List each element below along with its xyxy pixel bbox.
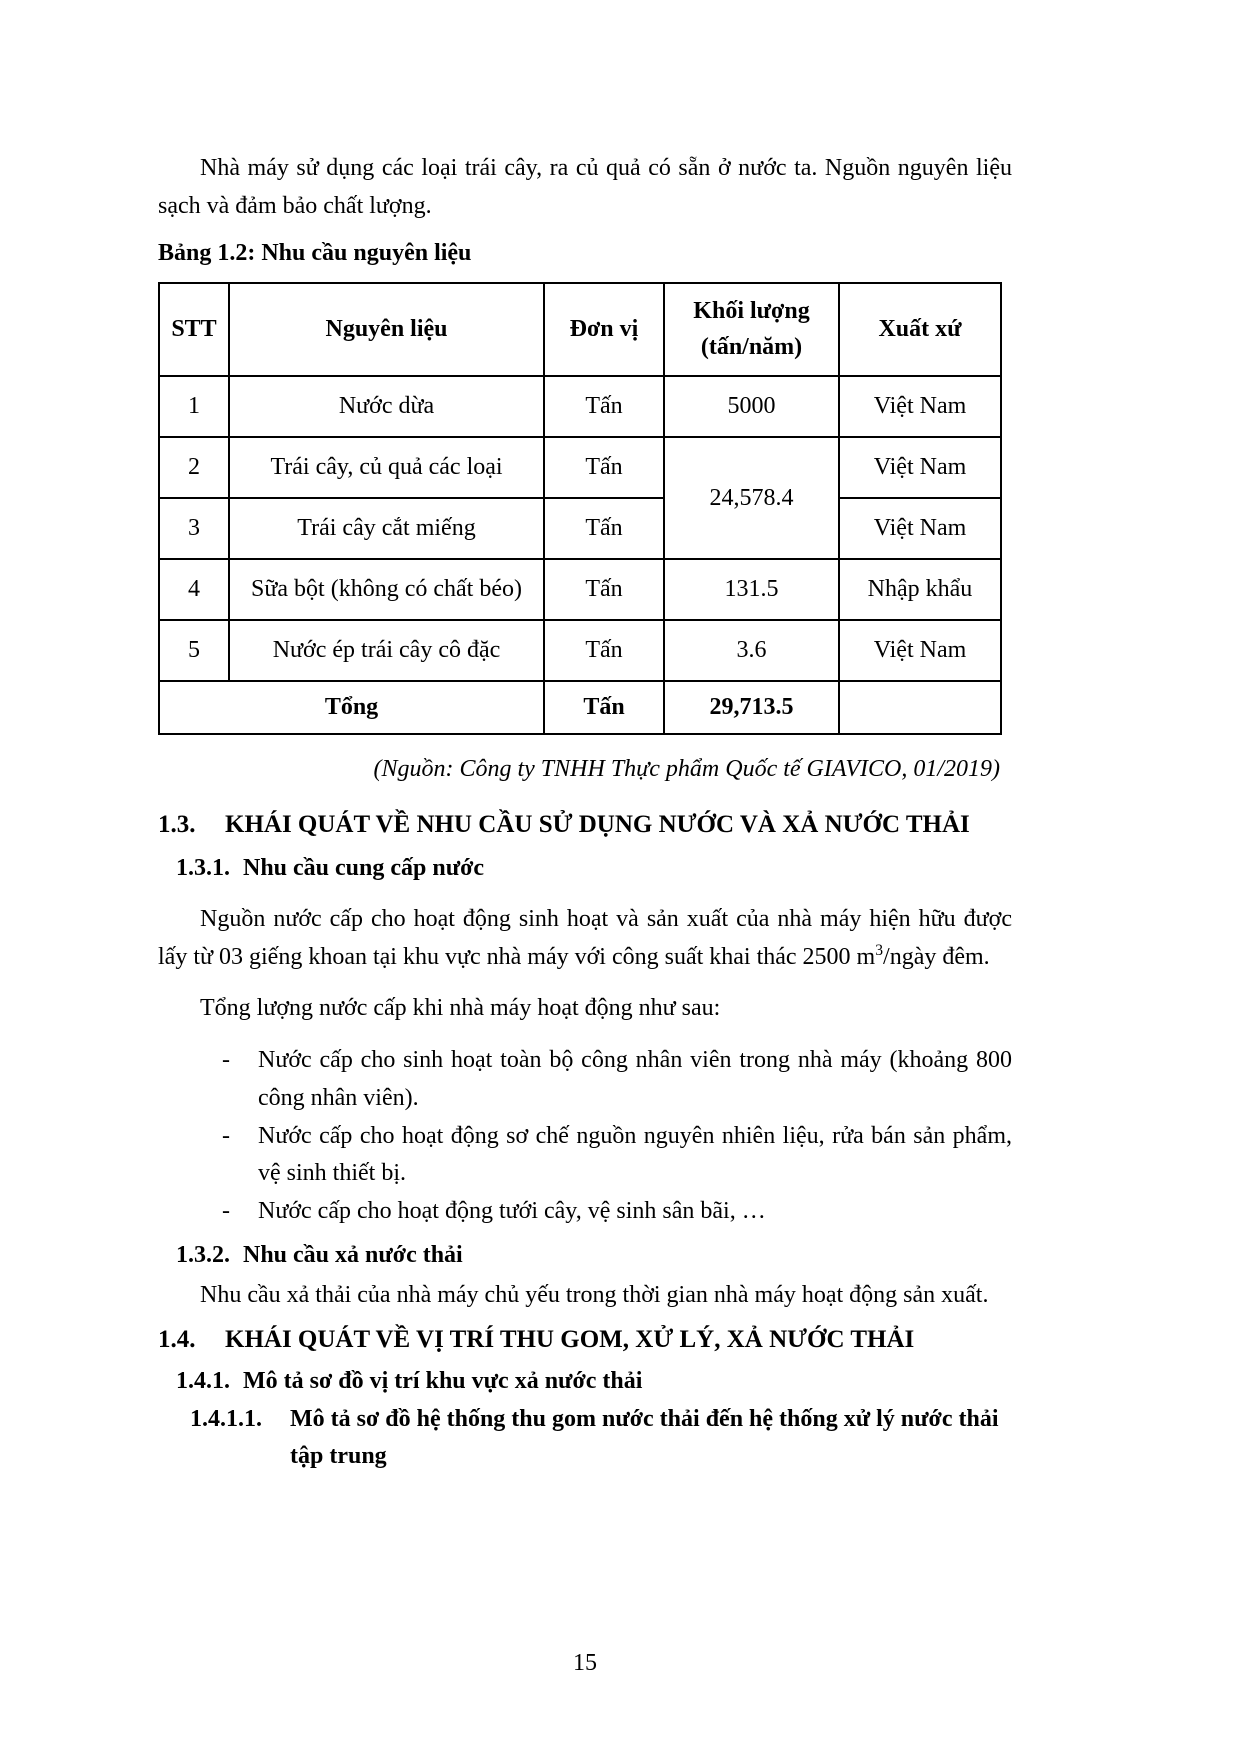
cell-origin: Việt Nam — [839, 437, 1001, 498]
cell-unit: Tấn — [544, 559, 664, 620]
section-number: 1.3. — [158, 810, 196, 838]
section-heading-1-3 — [158, 805, 1012, 845]
total-quantity: 29,713.5 — [664, 681, 839, 734]
table-row — [159, 376, 1001, 437]
header-quantity-line1: Khối lượng — [693, 298, 810, 325]
cell-unit: Tấn — [544, 437, 664, 498]
water-supply-text-part2: /ngày đêm. — [883, 943, 990, 970]
cell-material: Trái cây cắt miếng — [229, 498, 544, 559]
section-number: 1.4. — [158, 1326, 196, 1354]
header-quantity — [664, 283, 839, 376]
section-number: 1.3.1. — [176, 855, 230, 882]
cell-material: Nước ép trái cây cô đặc — [229, 620, 544, 681]
cell-quantity: 3.6 — [664, 620, 839, 681]
list-item — [222, 1118, 1012, 1194]
cell-stt: 1 — [159, 376, 229, 437]
bullet-dash: - — [222, 1122, 230, 1149]
cell-origin: Nhập khẩu — [839, 559, 1001, 620]
header-origin: Xuất xứ — [839, 283, 1001, 376]
page-number: 15 — [573, 1650, 597, 1676]
table-total-row — [159, 681, 1001, 734]
header-stt: STT — [159, 283, 229, 376]
table-row — [159, 620, 1001, 681]
cell-origin: Việt Nam — [839, 620, 1001, 681]
section-title: Nhu cầu xả nước thải — [243, 1242, 463, 1269]
table-row — [159, 559, 1001, 620]
table-caption: Bảng 1.2: Nhu cầu nguyên liệu — [158, 239, 472, 266]
superscript-3: 3 — [875, 941, 884, 959]
section-title: Mô tả sơ đồ hệ thống thu gom nước thải đến hệ thống xử lý nước thải tập trung — [290, 1405, 999, 1470]
cell-unit: Tấn — [544, 498, 664, 559]
section-title: KHÁI QUÁT VỀ NHU CẦU SỬ DỤNG NƯỚC VÀ XẢ NƯỚC THẢI — [225, 810, 970, 838]
cell-origin: Việt Nam — [839, 498, 1001, 559]
bullet-list — [222, 1042, 1012, 1232]
total-unit: Tấn — [544, 681, 664, 734]
bullet-text: Nước cấp cho hoạt động tưới cây, vệ sinh sân bãi, … — [258, 1198, 766, 1225]
section-title: KHÁI QUÁT VỀ VỊ TRÍ THU GOM, XỬ LÝ, XẢ NƯỚC THẢI — [225, 1326, 915, 1354]
bullet-text: Nước cấp cho sinh hoạt toàn bộ công nhân viên trong nhà máy (khoảng 800 công nhân viên). — [258, 1046, 1012, 1111]
list-item — [222, 1042, 1012, 1118]
cell-stt: 4 — [159, 559, 229, 620]
cell-unit: Tấn — [544, 376, 664, 437]
section-heading-1-3-2 — [176, 1237, 1012, 1275]
water-total-paragraph: Tổng lượng nước cấp khi nhà máy hoạt động như sau: — [200, 994, 721, 1021]
total-label: Tổng — [159, 681, 544, 734]
total-origin — [839, 681, 1001, 734]
bullet-dash: - — [222, 1046, 230, 1073]
table-row — [159, 498, 1001, 559]
bullet-text: Nước cấp cho hoạt động sơ chế nguồn nguyên nhiên liệu, rửa bán sản phẩm, vệ sinh thiết bị. — [258, 1122, 1012, 1187]
header-unit: Đơn vị — [544, 283, 664, 376]
section-title: Mô tả sơ đồ vị trí khu vực xả nước thải — [243, 1367, 643, 1394]
intro-paragraph: Nhà máy sử dụng các loại trái cây, ra củ quả có sẵn ở nước ta. Nguồn nguyên liệu sạch và đảm bảo chất lượng. — [158, 155, 1012, 219]
cell-material: Trái cây, củ quả các loại — [229, 437, 544, 498]
section-heading-1-4 — [158, 1320, 1012, 1360]
water-supply-text-part1: Nguồn nước cấp cho hoạt động sinh hoạt và sản xuất của nhà máy hiện hữu được lấy từ 03 giếng khoan tại khu vực nhà máy với công suất khai thác 2500 m — [158, 906, 1012, 970]
section-heading-1-4-1 — [176, 1363, 1012, 1401]
section-title: Nhu cầu cung cấp nước — [243, 855, 485, 882]
cell-quantity-merged: 24,578.4 — [664, 437, 839, 559]
cell-material: Nước dừa — [229, 376, 544, 437]
section-number: 1.4.1.1. — [190, 1405, 262, 1432]
section-heading-1-3-1 — [176, 850, 1012, 888]
table-row — [159, 437, 1001, 498]
cell-stt: 2 — [159, 437, 229, 498]
cell-stt: 5 — [159, 620, 229, 681]
materials-table — [158, 282, 1002, 735]
water-supply-paragraph — [158, 901, 1012, 977]
cell-quantity: 131.5 — [664, 559, 839, 620]
bullet-dash: - — [222, 1198, 230, 1225]
section-heading-1-4-1-1 — [190, 1401, 1012, 1477]
cell-origin: Việt Nam — [839, 376, 1001, 437]
table-header-row — [159, 283, 1001, 376]
section-number: 1.3.2. — [176, 1242, 230, 1269]
cell-material: Sữa bột (không có chất béo) — [229, 559, 544, 620]
cell-quantity: 5000 — [664, 376, 839, 437]
section-number: 1.4.1. — [176, 1367, 230, 1394]
list-item — [222, 1193, 1012, 1231]
header-material: Nguyên liệu — [229, 283, 544, 376]
header-quantity-line2: (tấn/năm) — [700, 334, 803, 361]
source-note: (Nguồn: Công ty TNHH Thực phẩm Quốc tế GIAVICO, 01/2019) — [373, 755, 1000, 782]
cell-unit: Tấn — [544, 620, 664, 681]
cell-stt: 3 — [159, 498, 229, 559]
discharge-paragraph: Nhu cầu xả thải của nhà máy chủ yếu trong thời gian nhà máy hoạt động sản xuất. — [200, 1282, 989, 1309]
